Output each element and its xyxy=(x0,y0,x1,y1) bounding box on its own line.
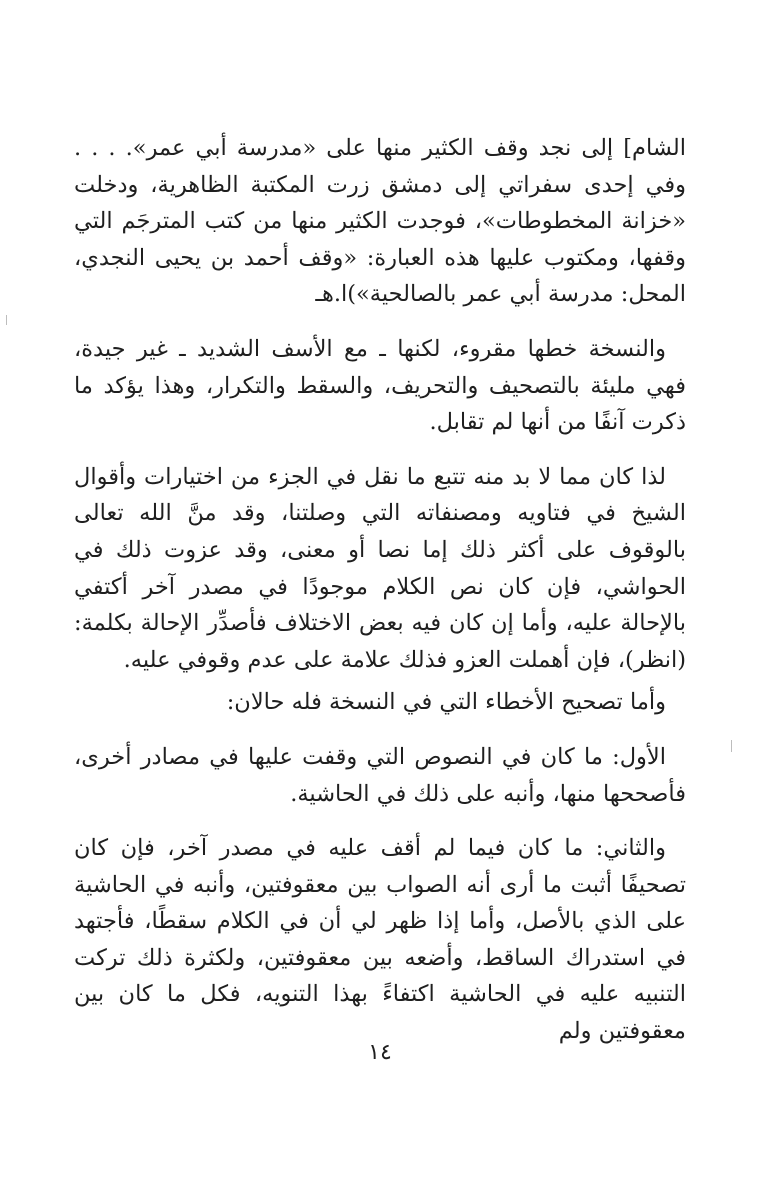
paragraph-6: والثاني: ما كان فيما لم أقف عليه في مصدر آخر، فإن كان تصحيفًا أثبت ما أرى أنه الصواب بين معقوفتين، وأنبه في الحاشية على الذي بالأصل، وأما إذا ظهر لي أن في الكلام سقطًا، فأجتهد في استدراك الساقط، وأضعه بين معقوفتين، ولكثرة ذلك تركت التنبيه عليه في الحاشية اكتفاءً بهذا التنويه، فكل ما كان بين معقوفتين ولم xyxy=(74,835,686,1045)
paragraph-1: الشام] إلى نجد وقف الكثير منها على «مدرسة أبي عمر». . . . وفي إحدى سفراتي إلى دمشق زرت المكتبة الظاهرية، ودخلت «خزانة المخطوطات»، فوجدت الكثير منها من كتب المترجَم التي وقفها، ومكتوب عليها هذه العبارة: «وقف أحمد بن يحيى النجدي، المحل: مدرسة أبي عمر بالصالحية»)ا.هـ xyxy=(74,135,686,308)
paragraph-5: الأول: ما كان في النصوص التي وقفت عليها في مصادر أخرى، فأصححها منها، وأنبه على ذلك في الحاشية. xyxy=(74,743,686,807)
paragraph-3: لذا كان مما لا بد منه تتبع ما نقل في الجزء من اختيارات وأقوال الشيخ في فتاويه ومصنفاته التي وصلتنا، وقد منَّ الله تعالى بالوقوف على أكثر ذلك إما نصا أو معنى، وقد عزوت ذلك في الحواشي، فإن كان نص الكلام موجودًا في مصدر آخر أكتفي بالإحالة عليه، وأما إن كان فيه بعض الاختلاف فأصدِّر الإحالة بكلمة: (انظر)، فإن أهملت العزو فذلك علامة على عدم وقوفي عليه. xyxy=(74,463,686,673)
scan-edge-mark-right xyxy=(731,740,732,752)
page-number: ١٤ xyxy=(368,1040,392,1065)
scan-edge-mark-left xyxy=(6,315,7,325)
paragraph-2: والنسخة خطها مقروء، لكنها ـ مع الأسف الشديد ـ غير جيدة، فهي مليئة بالتصحيف والتحريف، والسقط والتكرار، وهذا يؤكد ما ذكرت آنفًا من أنها لم تقابل. xyxy=(74,335,686,436)
paragraph-4: وأما تصحيح الأخطاء التي في النسخة فله حالان: xyxy=(226,689,666,716)
page-body xyxy=(74,130,686,1050)
